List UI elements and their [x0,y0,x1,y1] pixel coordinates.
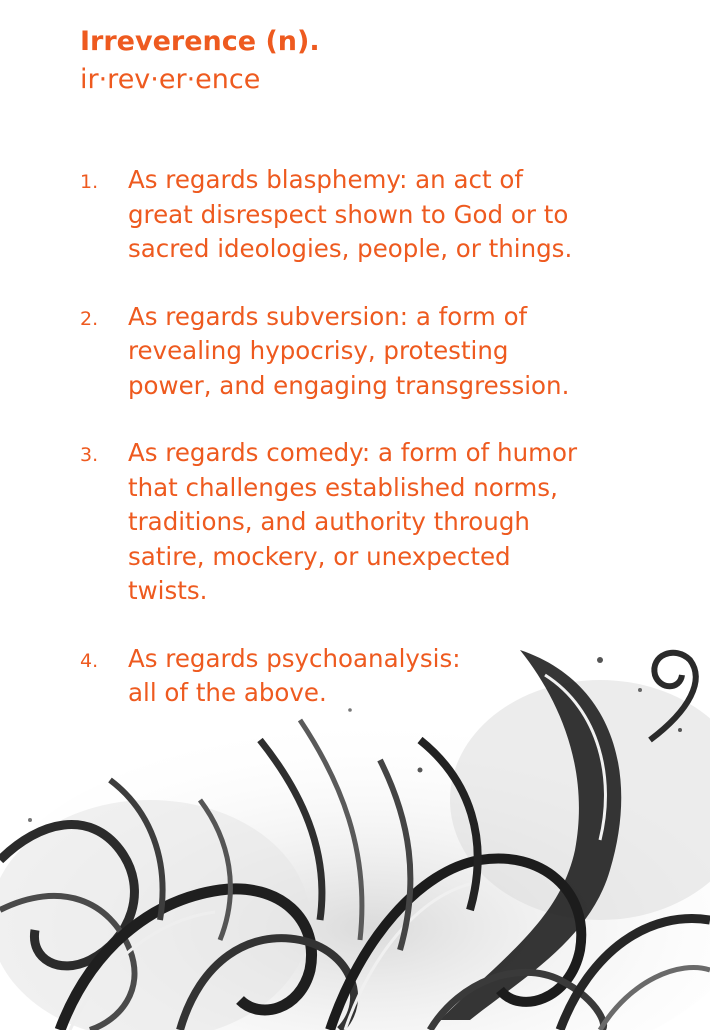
definition-number: 3. [80,444,99,466]
definition-number: 2. [80,307,99,330]
definition-text: As regards subversion: a form of revealing hypocrisy, protesting power, and engaging transgression. [128,301,570,400]
entry-title: Irreverence (n). [80,26,320,57]
definition-item [80,300,680,404]
definition-text: As regards psychoanalysis: all of the above. [128,643,461,707]
entry-syllables: ir·rev·er·ence [80,64,261,95]
definition-item [80,436,680,609]
definition-text: As regards blasphemy: an act of great disrespect shown to God or to sacred ideologies, people, or things. [128,165,573,263]
definition-text: As regards comedy: a form of humor that challenges established norms, traditions, and authority through satire, mockery, or unexpected twists. [128,438,578,605]
definition-number: 4. [80,649,99,672]
definition-item [80,163,680,267]
definition-number: 1. [80,171,99,193]
